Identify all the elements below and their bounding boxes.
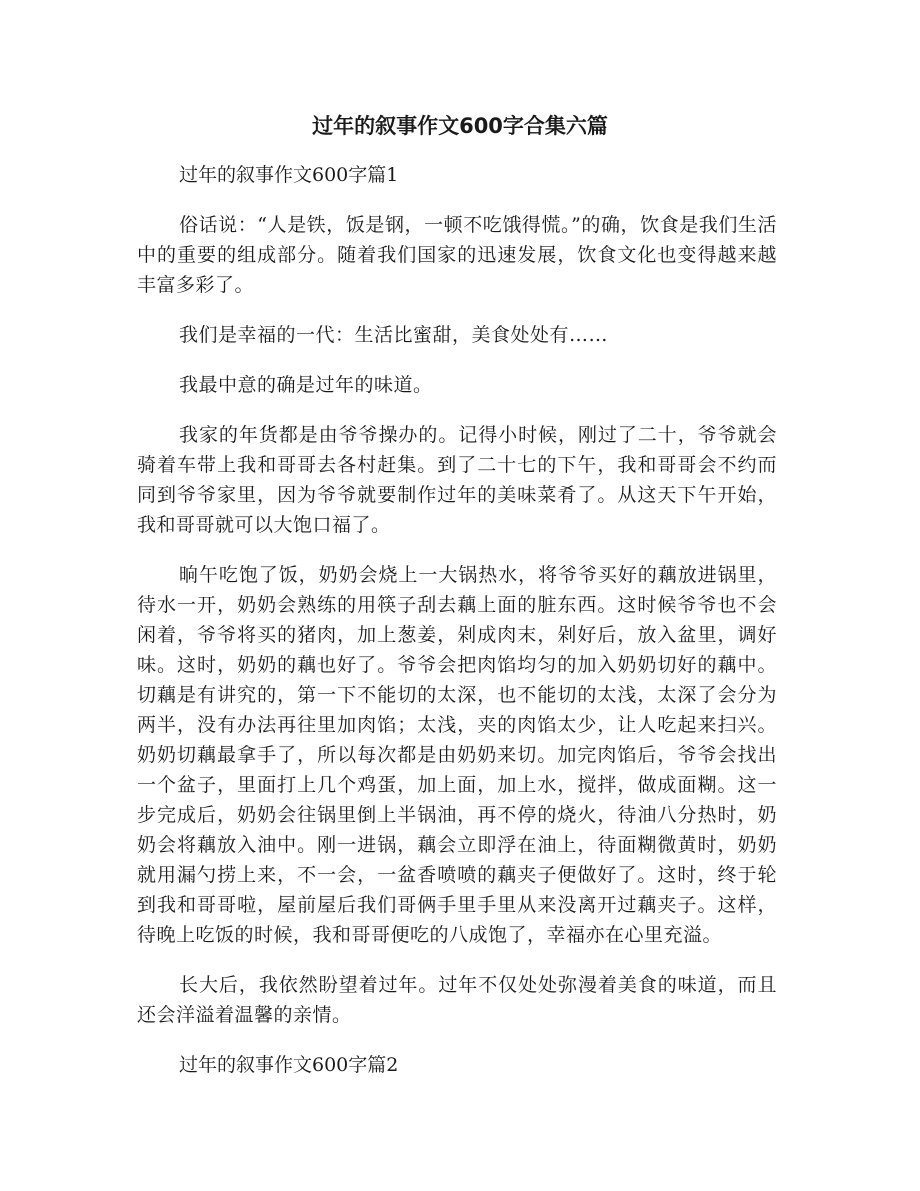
paragraph: 晌午吃饱了饭，奶奶会烧上一大锅热水，将爷爷买好的藕放进锅里，待水一开，奶奶会熟练的用筷子刮去藕上面的脏东西。这时候爷爷也不会闲着，爷爷将买的猪肉，加上葱姜，剁成肉末，剁好后，放入盆里，调好味。这时，奶奶的藕也好了。爷爷会把肉馅均匀的加入奶奶切好的藕中。切藕是有讲究的，第一下不能切的太深，也不能切的太浅，太深了会分为两半，没有办法再往里加肉馅；太浅，夹的肉馅太少，让人吃起来扫兴。奶奶切藕最拿手了，所以每次都是由奶奶来切。加完肉馅后，爷爷会找出一个盆子，里面打上几个鸡蛋，加上面，加上水，搅拌，做成面糊。这一步完成后，奶奶会往锅里倒上半锅油，再不停的烧火，待油八分热时，奶奶会将藕放入油中。刚一进锅，藕会立即浮在油上，待面糊微黄时，奶奶就用漏勺捞上来，不一会，一盆香喷喷的藕夹子便做好了。这时，终于轮到我和哥哥啦，屋前屋后我们哥俩手里手里从来没离开过藕夹子。这样，待晚上吃饭的时候，我和哥哥便吃的八成饱了，幸福亦在心里充溢。: [137, 564, 777, 946]
paragraph: 我最中意的确是过年的味道。: [179, 374, 433, 396]
document-body: [137, 160, 777, 1100]
section-heading-2: 过年的叙事作文600字篇2: [179, 1054, 399, 1076]
paragraph: 我家的年货都是由爷爷操办的。记得小时候，刚过了二十，爷爷就会骑着车带上我和哥哥去各村赶集。到了二十七的下午，我和哥哥会不约而同到爷爷家里，因为爷爷就要制作过年的美味菜肴了。从这天下午开始，我和哥哥就可以大饱口福了。: [137, 424, 777, 536]
document-title: 过年的叙事作文600字合集六篇: [312, 114, 608, 138]
paragraph: 俗话说：“人是铁，饭是钢，一顿不吃饿得慌。”的确，饮食是我们生活中的重要的组成部分。随着我们国家的迅速发展，饮食文化也变得越来越丰富多彩了。: [137, 214, 777, 296]
section-heading-1: 过年的叙事作文600字篇1: [179, 164, 399, 186]
paragraph: 我们是幸福的一代：生活比蜜甜，美食处处有……: [179, 324, 609, 346]
paragraph: 长大后，我依然盼望着过年。过年不仅处处弥漫着美食的味道，而且还会洋溢着温馨的亲情。: [137, 974, 777, 1026]
